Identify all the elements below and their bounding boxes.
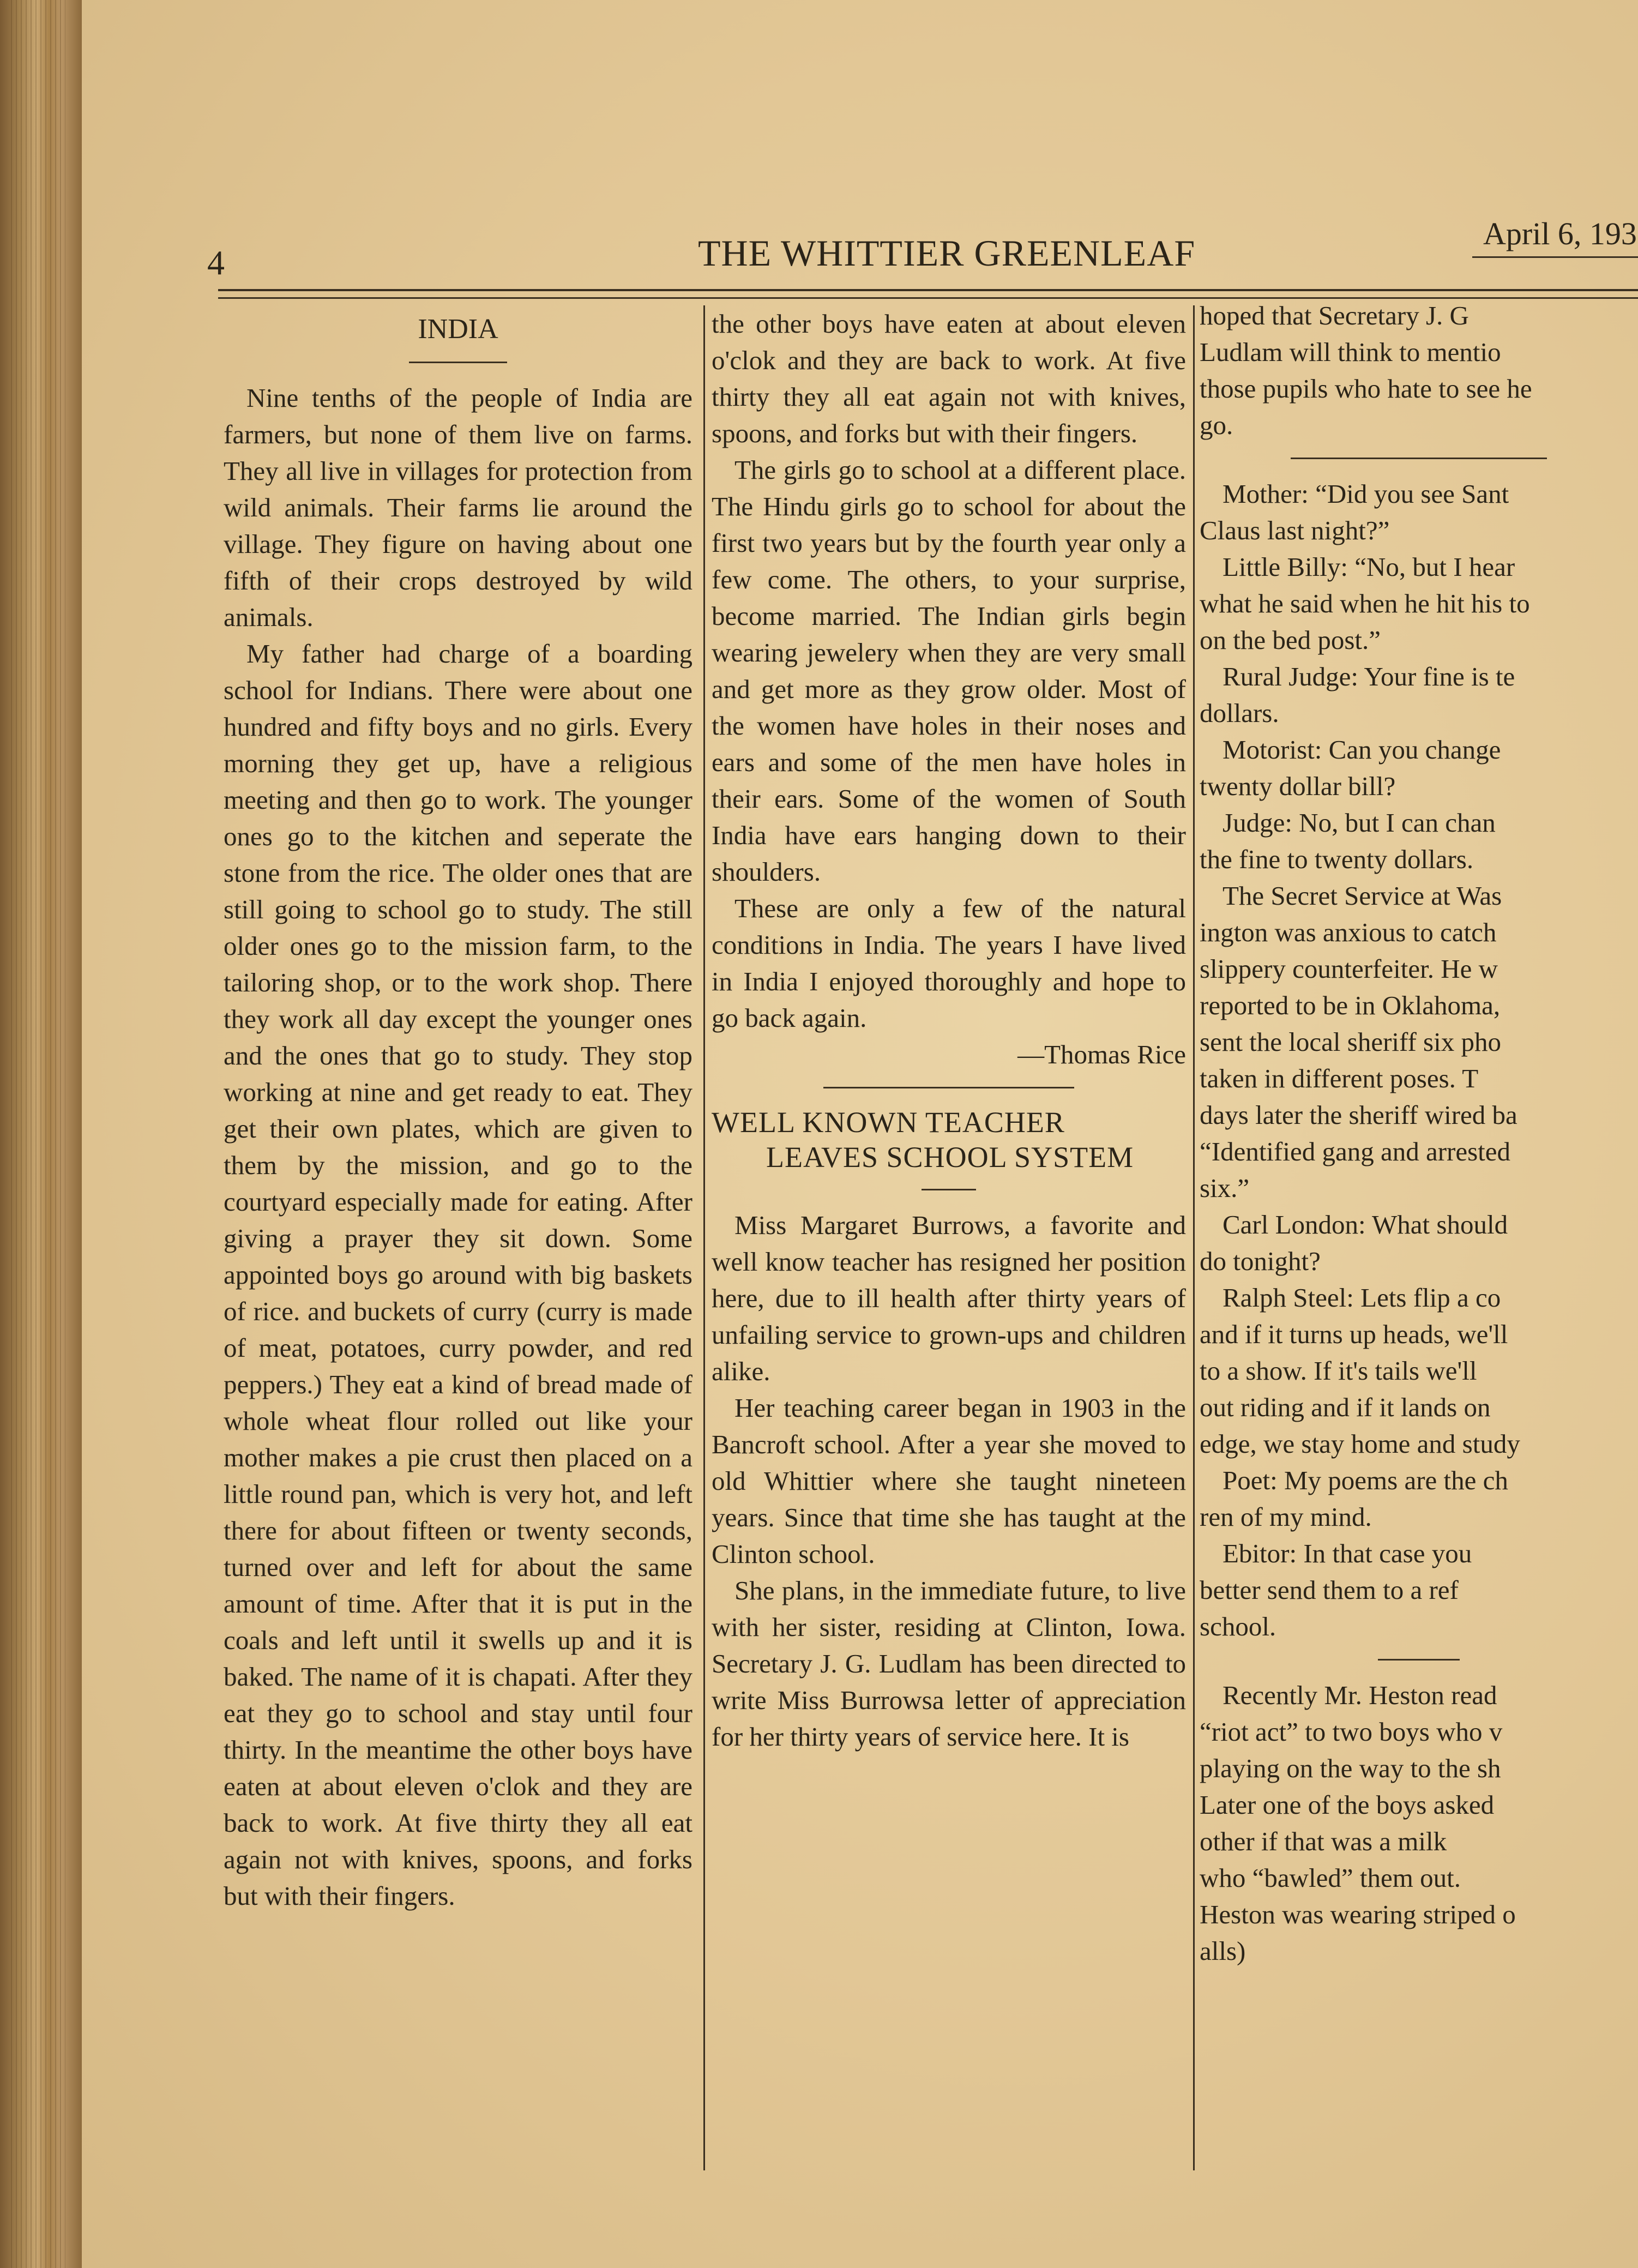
joke: better send them to a ref (1200, 1575, 1459, 1605)
joke: school. (1200, 1611, 1276, 1641)
joke: Carl London: What should (1223, 1210, 1508, 1240)
teacher-continued: those pupils who hate to see he (1200, 374, 1532, 404)
column-3 (1200, 297, 1638, 1969)
joke: The Secret Service at Was (1223, 881, 1502, 911)
joke: edge, we stay home and study (1200, 1429, 1520, 1459)
joke: on the bed post.” (1200, 625, 1381, 655)
teacher-paragraph: Miss Margaret Burrows, a favorite and well know teacher has resigned her position here, due to ill health after thirty years of unfailing service to grown-ups and children alike. (712, 1210, 1186, 1386)
teacher-continued: Ludlam will think to mentio (1200, 337, 1501, 367)
joke: Mother: “Did you see Sant (1223, 479, 1509, 509)
joke: what he said when he hit his to (1200, 588, 1530, 618)
issue-date: April 6, 193 (1483, 216, 1637, 251)
india-paragraph: My father had charge of a boarding school for Indians. There were about one hundred and fifty boys and no girls. Every morning they get up, have a religious meeting and then go to work. The younger ones go to the kitchen and seperate the stone from the rice. The older ones that are still going to school go to study. The still older ones go to the mission farm, to the tailoring shop, or to the work shop. There they work all day except the younger ones and the ones that go to study. They stop working at nine and get ready to eat. They get their own plates, which are given to them by the mission, and go to the courtyard especially made for eating. After giving a prayer they sit down. Some appointed boys go around with big baskets of rice. and buckets of curry (curry is made of meat, potatoes, curry powder, and red peppers.) They eat a kind of bread made of whole wheat flour rolled out like your mother makes a pie crust then placed on a little round pan, which is very hot, and left there for about fifteen or twenty seconds, turned over and left for about the same amount of time. After that it is put in the coals and left until it swells up and it is baked. The name of it is chapati. After they eat they go to school and stay until four thirty. In the meantime the other boys have eaten at about eleven o'clok and they are back to work. At five thirty they all eat again not with knives, spoons, and forks but with their fingers. (224, 639, 692, 1911)
riot-act: Recently Mr. Heston read (1223, 1680, 1497, 1710)
teacher-paragraph: Her teaching career began in 1903 in the Bancroft school. After a year she moved to old Whittier where she taught nineteen years. Since that time she has taught at the Clinton school. (712, 1393, 1186, 1569)
riot-act: “riot act” to two boys who v (1200, 1717, 1503, 1747)
jokes-separator (1291, 458, 1547, 459)
india-continued: the other boys have eaten at about eleven o'clok and they are back to work. At five thirty they all eat again not with knives, spoons, and forks but with their fingers. (712, 309, 1186, 448)
india-paragraph: These are only a few of the natural conditions in India. The years I have lived in India I enjoyed thoroughly and hope to go back again. (712, 893, 1186, 1033)
joke: six.” (1200, 1173, 1250, 1203)
joke: to a show. If it's tails we'll (1200, 1356, 1477, 1386)
joke: Claus last night?” (1200, 515, 1390, 545)
riot-act: Heston was wearing striped o (1200, 1899, 1516, 1929)
joke: days later the sheriff wired ba (1200, 1100, 1517, 1130)
column-1 (224, 311, 692, 1911)
teacher-headline-2: LEAVES SCHOOL SYSTEM (766, 1141, 1134, 1174)
joke: and if it turns up heads, we'll (1200, 1319, 1508, 1349)
joke: ren of my mind. (1200, 1502, 1372, 1532)
column-divider-2 (1193, 305, 1195, 2170)
joke: sent the local sheriff six pho (1200, 1027, 1501, 1057)
byline: —Thomas Rice (1017, 1039, 1186, 1069)
joke: Little Billy: “No, but I hear (1223, 552, 1515, 582)
teacher-headline-1: WELL KNOWN TEACHER (712, 1106, 1065, 1139)
column-divider-1 (703, 305, 705, 2170)
page-header (207, 215, 1638, 282)
teacher-paragraph: She plans, in the immediate future, to live with her sister, residing at Clinton, Iowa. Secretary J. G. Ludlam has been directed to write Miss Burrowsa letter of appreciation for her thirty years of service here. It is (712, 1575, 1186, 1752)
joke: Judge: No, but I can chan (1223, 808, 1496, 838)
riot-act: Later one of the boys asked (1200, 1790, 1495, 1820)
title-rule (409, 362, 507, 363)
riot-act: alls) (1200, 1936, 1246, 1966)
headline-rule (922, 1189, 976, 1190)
india-paragraph: The girls go to school at a different place. The Hindu girls go to school for about the first two years but by the fourth year only a few come. The others, to your surprise, become married. The Indian girls begin wearing jewelery when they are very small and get more as they grow older. Most of the women have holes in their noses and ears and some of the men have holes in their ears. Some of the women of South India have ears hanging down to their shoulders. (712, 455, 1186, 887)
teacher-continued: hoped that Secretary J. G (1200, 300, 1469, 330)
teacher-continued: go. (1200, 410, 1233, 440)
joke: twenty dollar bill? (1200, 771, 1396, 801)
joke: Ebitor: In that case you (1223, 1538, 1472, 1568)
article-separator (823, 1087, 1074, 1088)
joke: reported to be in Oklahoma, (1200, 990, 1501, 1020)
joke: do tonight? (1200, 1246, 1321, 1276)
riot-act: other if that was a milk (1200, 1826, 1447, 1856)
india-paragraph: Nine tenths of the people of India are farmers, but none of them live on farms. They all live in villages for protection from wild animals. Their farms lie around the village. They figure on having about one fifth of their crops destroyed by wild animals. (224, 383, 692, 632)
binding-texture (11, 0, 65, 2268)
joke: Motorist: Can you change (1223, 735, 1501, 765)
joke: Ralph Steel: Lets flip a co (1223, 1283, 1501, 1313)
joke: the fine to twenty dollars. (1200, 844, 1474, 874)
joke: taken in different poses. T (1200, 1063, 1479, 1093)
riot-act: playing on the way to the sh (1200, 1753, 1501, 1783)
column-2 (712, 305, 1186, 1790)
joke: “Identified gang and arrested (1200, 1136, 1511, 1166)
joke: out riding and if it lands on (1200, 1392, 1491, 1422)
page-number: 4 (207, 243, 225, 282)
riot-separator (1378, 1659, 1460, 1661)
book-binding (0, 0, 82, 2268)
joke: Rural Judge: Your fine is te (1223, 661, 1515, 691)
joke: ington was anxious to catch (1200, 917, 1497, 947)
joke: Poet: My poems are the ch (1223, 1465, 1508, 1495)
joke: slippery counterfeiter. He w (1200, 954, 1498, 984)
india-title: INDIA (418, 314, 498, 345)
header-rule-top (218, 289, 1638, 291)
masthead: THE WHITTIER GREENLEAF (698, 232, 1196, 274)
riot-act: who “bawled” them out. (1200, 1863, 1461, 1893)
date-underline (1472, 256, 1638, 258)
joke: dollars. (1200, 698, 1279, 728)
